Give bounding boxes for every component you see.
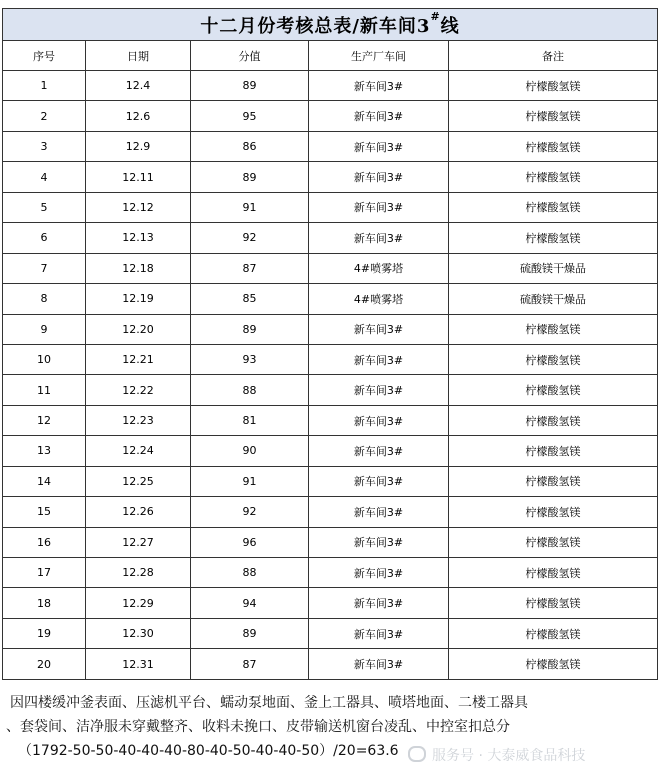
table-row [3, 314, 658, 344]
row-score: 88 [191, 375, 309, 405]
row-workshop: 新车间3# [309, 101, 449, 131]
row-workshop: 4#喷雾塔 [309, 253, 449, 283]
row-date: 12.22 [86, 375, 191, 405]
table-row [3, 344, 658, 374]
row-number: 6 [3, 223, 86, 253]
row-date: 12.9 [86, 131, 191, 161]
table-body [3, 71, 658, 680]
row-score: 89 [191, 71, 309, 101]
row-note: 柠檬酸氢镁 [449, 649, 658, 679]
row-score: 94 [191, 588, 309, 618]
row-score: 92 [191, 223, 309, 253]
row-date: 12.29 [86, 588, 191, 618]
table-row [3, 101, 658, 131]
row-score: 92 [191, 497, 309, 527]
col-header-workshop: 生产厂车间 [309, 41, 449, 71]
row-score: 85 [191, 284, 309, 314]
row-note: 柠檬酸氢镁 [449, 618, 658, 648]
row-number: 17 [3, 558, 86, 588]
row-note: 柠檬酸氢镁 [449, 466, 658, 496]
table-title: 十二月份考核总表/新车间3#线 [3, 9, 658, 41]
table-row [3, 284, 658, 314]
table-row [3, 405, 658, 435]
row-number: 7 [3, 253, 86, 283]
row-score: 96 [191, 527, 309, 557]
row-number: 9 [3, 314, 86, 344]
row-workshop: 新车间3# [309, 588, 449, 618]
row-workshop: 新车间3# [309, 436, 449, 466]
row-workshop: 新车间3# [309, 314, 449, 344]
row-date: 12.30 [86, 618, 191, 648]
row-date: 12.27 [86, 527, 191, 557]
row-note: 柠檬酸氢镁 [449, 375, 658, 405]
row-date: 12.12 [86, 192, 191, 222]
row-date: 12.13 [86, 223, 191, 253]
row-note: 柠檬酸氢镁 [449, 527, 658, 557]
row-number: 16 [3, 527, 86, 557]
row-score: 93 [191, 344, 309, 374]
row-note: 柠檬酸氢镁 [449, 436, 658, 466]
table-row [3, 649, 658, 679]
row-note: 柠檬酸氢镁 [449, 192, 658, 222]
row-date: 12.25 [86, 466, 191, 496]
table-row [3, 223, 658, 253]
table-row [3, 253, 658, 283]
row-score: 86 [191, 131, 309, 161]
row-date: 12.6 [86, 101, 191, 131]
score-table [2, 8, 658, 680]
footnote-line-3: （1792-50-50-40-40-40-80-40-50-40-40-50）/20=63.6 [18, 743, 399, 759]
col-header-date: 日期 [86, 41, 191, 71]
row-date: 12.31 [86, 649, 191, 679]
row-score: 95 [191, 101, 309, 131]
row-number: 20 [3, 649, 86, 679]
table-row [3, 375, 658, 405]
row-note: 柠檬酸氢镁 [449, 588, 658, 618]
row-number: 11 [3, 375, 86, 405]
row-number: 4 [3, 162, 86, 192]
row-date: 12.21 [86, 344, 191, 374]
row-note: 硫酸镁干燥品 [449, 284, 658, 314]
row-number: 1 [3, 71, 86, 101]
row-workshop: 新车间3# [309, 162, 449, 192]
row-workshop: 4#喷雾塔 [309, 284, 449, 314]
row-score: 87 [191, 649, 309, 679]
table-row [3, 192, 658, 222]
table-row [3, 436, 658, 466]
chat-bubble-icon [408, 746, 426, 762]
row-note: 柠檬酸氢镁 [449, 223, 658, 253]
row-workshop: 新车间3# [309, 405, 449, 435]
row-note: 柠檬酸氢镁 [449, 71, 658, 101]
row-date: 12.4 [86, 71, 191, 101]
row-score: 91 [191, 466, 309, 496]
row-workshop: 新车间3# [309, 131, 449, 161]
row-date: 12.19 [86, 284, 191, 314]
row-number: 14 [3, 466, 86, 496]
col-header-note: 备注 [449, 41, 658, 71]
row-note: 柠檬酸氢镁 [449, 162, 658, 192]
row-score: 81 [191, 405, 309, 435]
col-header-no: 序号 [3, 41, 86, 71]
row-date: 12.11 [86, 162, 191, 192]
row-workshop: 新车间3# [309, 223, 449, 253]
table-row [3, 162, 658, 192]
row-number: 10 [3, 344, 86, 374]
row-workshop: 新车间3# [309, 558, 449, 588]
row-workshop: 新车间3# [309, 497, 449, 527]
score-sheet [2, 8, 657, 680]
row-score: 90 [191, 436, 309, 466]
row-note: 柠檬酸氢镁 [449, 405, 658, 435]
row-note: 硫酸镁干燥品 [449, 253, 658, 283]
watermark [408, 745, 585, 765]
row-score: 87 [191, 253, 309, 283]
row-workshop: 新车间3# [309, 527, 449, 557]
row-date: 12.23 [86, 405, 191, 435]
row-workshop: 新车间3# [309, 618, 449, 648]
row-workshop: 新车间3# [309, 375, 449, 405]
row-workshop: 新车间3# [309, 649, 449, 679]
table-row [3, 558, 658, 588]
row-workshop: 新车间3# [309, 344, 449, 374]
row-number: 5 [3, 192, 86, 222]
row-number: 15 [3, 497, 86, 527]
row-note: 柠檬酸氢镁 [449, 314, 658, 344]
row-score: 89 [191, 314, 309, 344]
row-workshop: 新车间3# [309, 192, 449, 222]
table-row [3, 527, 658, 557]
row-number: 12 [3, 405, 86, 435]
row-number: 8 [3, 284, 86, 314]
footnote-line-2: 、套袋间、洁净服未穿戴整齐、收料未挽口、皮带输送机窗台凌乱、中控室扣总分 [6, 719, 510, 735]
table-row [3, 497, 658, 527]
row-number: 3 [3, 131, 86, 161]
footnote-line-1: 因四楼缓冲釜表面、压滤机平台、蠕动泵地面、釜上工器具、喷塔地面、二楼工器具 [10, 695, 528, 711]
row-workshop: 新车间3# [309, 71, 449, 101]
row-date: 12.20 [86, 314, 191, 344]
col-header-score: 分值 [191, 41, 309, 71]
row-note: 柠檬酸氢镁 [449, 497, 658, 527]
table-row [3, 71, 658, 101]
row-number: 18 [3, 588, 86, 618]
watermark-text: 服务号 · 大泰威食品科技 [432, 748, 586, 764]
table-row [3, 618, 658, 648]
row-score: 88 [191, 558, 309, 588]
row-note: 柠檬酸氢镁 [449, 558, 658, 588]
row-score: 89 [191, 162, 309, 192]
row-note: 柠檬酸氢镁 [449, 131, 658, 161]
row-note: 柠檬酸氢镁 [449, 101, 658, 131]
row-number: 13 [3, 436, 86, 466]
table-row [3, 466, 658, 496]
row-date: 12.28 [86, 558, 191, 588]
table-row [3, 131, 658, 161]
row-date: 12.18 [86, 253, 191, 283]
row-number: 2 [3, 101, 86, 131]
row-note: 柠檬酸氢镁 [449, 344, 658, 374]
row-date: 12.24 [86, 436, 191, 466]
row-date: 12.26 [86, 497, 191, 527]
row-number: 19 [3, 618, 86, 648]
table-row [3, 588, 658, 618]
row-score: 89 [191, 618, 309, 648]
row-workshop: 新车间3# [309, 466, 449, 496]
row-score: 91 [191, 192, 309, 222]
